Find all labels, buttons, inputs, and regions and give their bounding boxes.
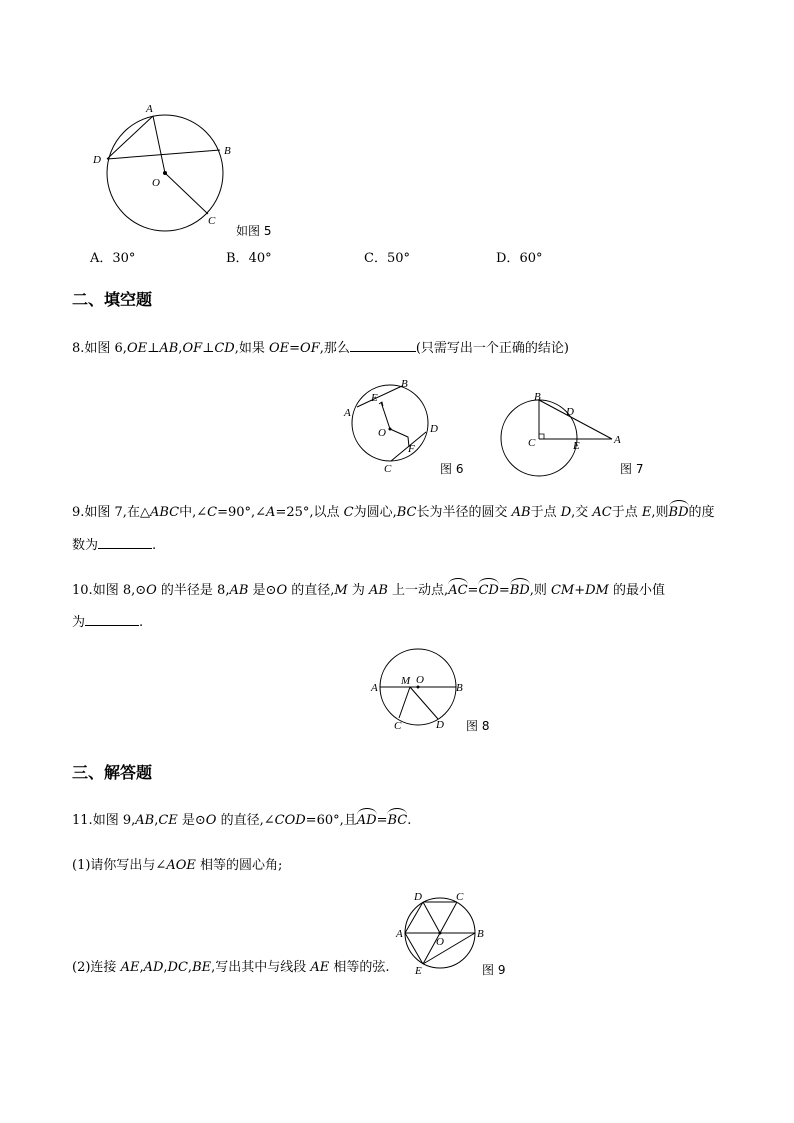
fig8-label-a: A [371,682,378,694]
fig6-label-f: F [408,443,415,455]
question-11: 11.如图 9,AB,CE 是⊙O 的直径,∠COD=60°,且AD=BC. [72,813,412,828]
figure-5 [90,96,250,236]
question-8: 8.如图 6,OE⊥AB,OF⊥CD,如果 OE=OF,那么 (只需写出一个正确的结论) [72,341,570,356]
fig8-caption: 图 8 [466,719,490,733]
option-d: D．60° [496,251,543,266]
fig6-label-b: B [401,378,408,390]
fig7-label-a: A [614,434,621,446]
fig5-label-c: C [208,215,216,227]
fig9-label-a: A [396,928,403,940]
section-3-heading: 三、解答题 [72,763,153,782]
fig5-caption: 如图 5 [236,224,272,238]
fig5-label-a: A [146,103,153,115]
q9-answer-blank[interactable] [98,536,152,549]
fig9-label-c: C [456,891,464,903]
figure-6 [338,376,448,476]
fig7-caption: 图 7 [620,462,644,476]
q8-answer-blank[interactable] [350,339,416,352]
question-11-part-1: (1)请你写出与∠AOE 相等的圆心角; [72,858,283,873]
fig5-label-b: B [224,145,231,157]
option-b: B．40° [226,251,272,266]
arc-ac: AC [448,583,468,598]
figure-7 [496,388,628,478]
fig7-label-c: C [528,437,536,449]
fig8-label-o: O [416,674,424,686]
fig6-label-e: E [371,392,378,404]
arc-bd-2: BD [509,583,530,598]
q10-answer-blank[interactable] [85,613,139,626]
question-10: 10.如图 8,⊙O 的半径是 8,AB 是⊙O 的直径,M 为 AB 上一动点,AC=CD=BD,则 CM+DM 的最小值 [72,583,665,598]
question-11-part-2: (2)连接 AE,AD,DC,BE,写出其中与线段 AE 相等的弦. [72,960,390,975]
fig8-label-m: M [401,675,411,687]
fig6-caption: 图 6 [440,462,464,476]
fig9-caption: 图 9 [482,963,506,977]
fig6-label-d: D [430,423,438,435]
option-a: A．30° [90,251,136,266]
fig9-label-o: O [436,936,444,948]
fig9-label-d: D [414,891,422,903]
figure-9 [392,892,492,978]
fig9-label-e: E [415,965,422,977]
figure-8 [366,644,476,736]
fig8-label-d: D [436,719,444,731]
section-2-heading: 二、填空题 [72,290,153,309]
arc-cd: CD [478,583,499,598]
question-9-line-2: 数为 . [72,538,157,553]
fig6-label-o: O [378,427,386,439]
fig8-label-b: B [456,682,463,694]
arc-ad: AD [356,813,377,828]
fig5-label-d: D [93,154,101,166]
option-c: C．50° [364,251,410,266]
fig9-label-b: B [477,928,484,940]
fig6-label-a: A [344,407,351,419]
fig8-label-c: C [394,720,402,732]
fig7-label-e: E [573,440,580,452]
fig7-label-b: B [534,391,541,403]
fig5-label-o: O [152,177,160,189]
arc-bd: BD [668,505,689,520]
arc-bc: BC [387,813,408,828]
fig7-label-d: D [566,406,574,418]
question-10-line-2: 为 . [72,615,144,630]
question-9: 9.如图 7,在△ABC中,∠C=90°,∠A=25°,以点 C为圆心,BC长为半径的圆交 AB于点 D,交 AC于点 E,则BD的度 [72,505,715,520]
fig6-label-c: C [384,463,392,475]
